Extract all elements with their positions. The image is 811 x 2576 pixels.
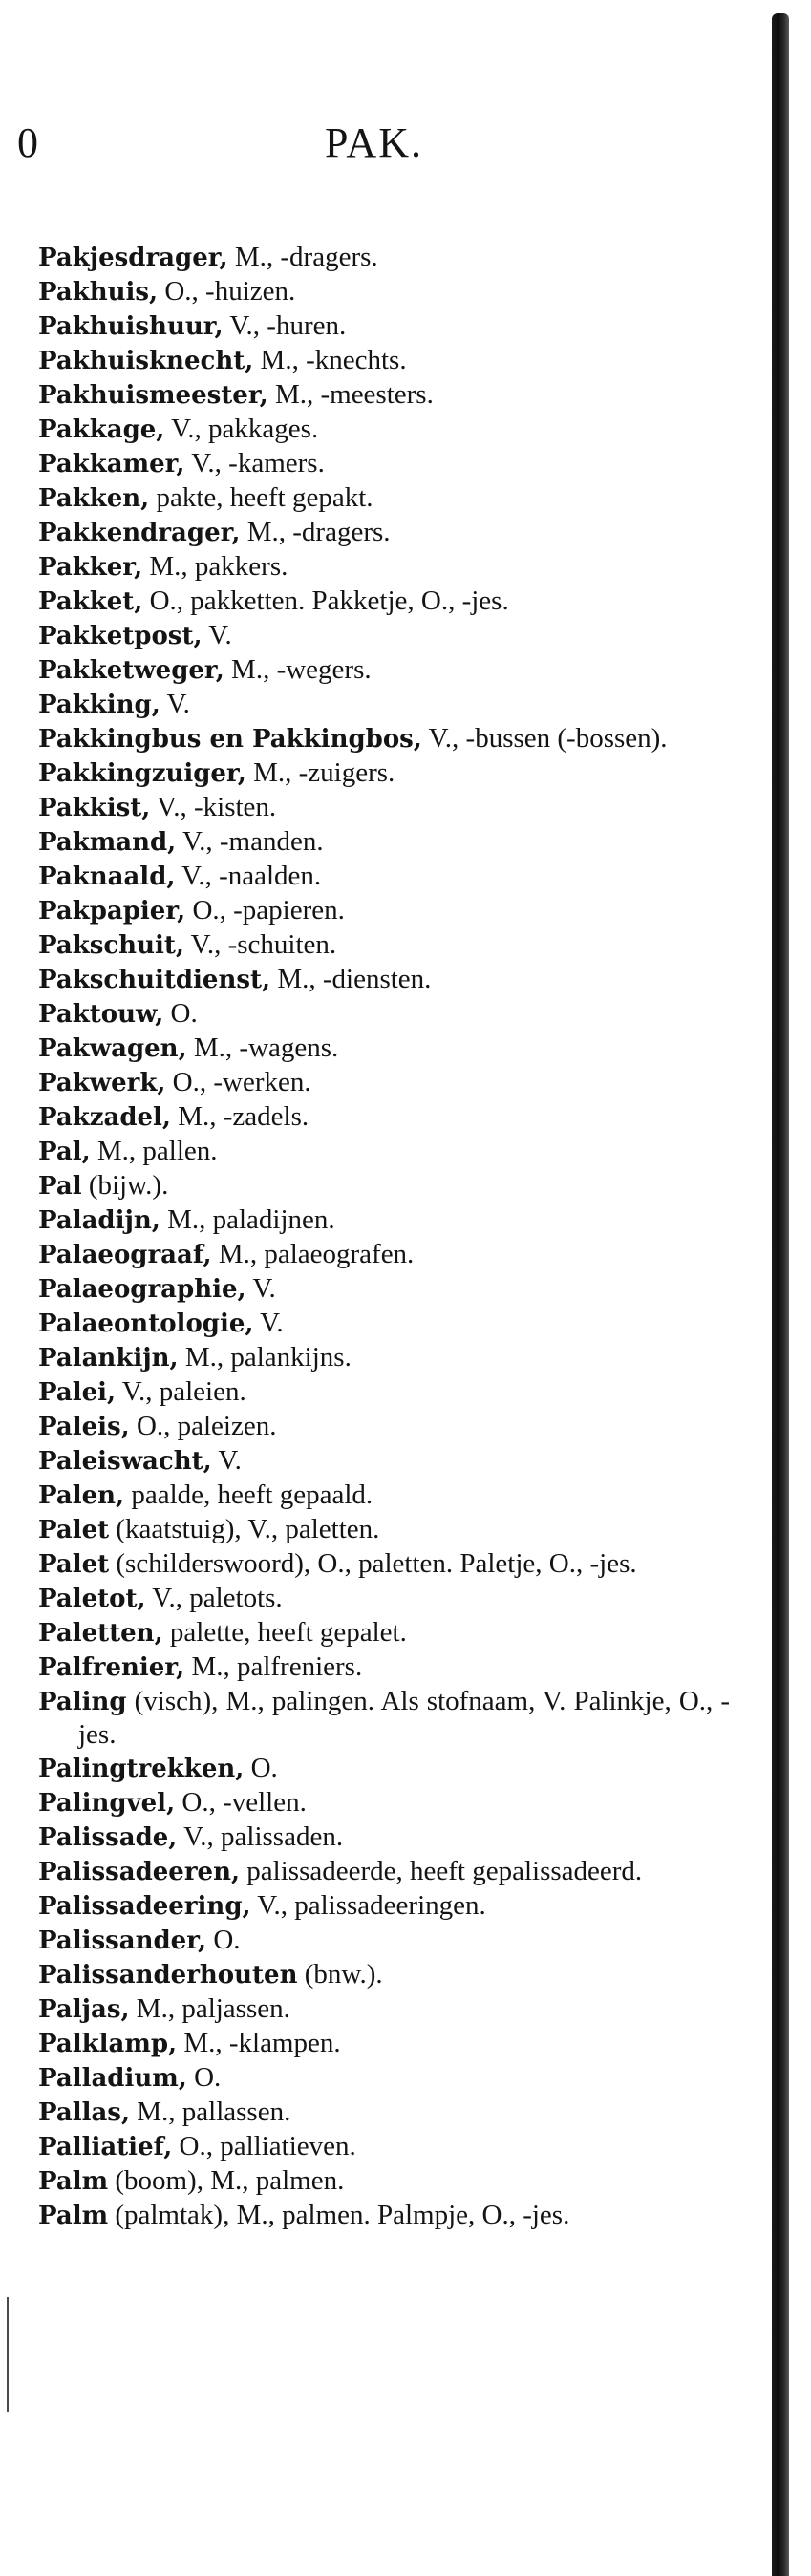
dictionary-entry <box>38 2199 730 2232</box>
entry-definition: V., paleien. <box>116 1376 246 1407</box>
dictionary-entry <box>38 309 730 343</box>
entry-definition: V., -schuiten. <box>183 929 337 960</box>
headword: Palissander, <box>38 1927 207 1955</box>
headword: Pakhuishuur, <box>38 312 224 341</box>
dictionary-entry <box>38 1992 730 2026</box>
headword: Palissadeering, <box>38 1892 251 1921</box>
entry-definition: M., -dragers. <box>227 242 378 272</box>
binding-shadow <box>772 13 789 2576</box>
entry-definition: paalde, heeft gepaald. <box>124 1480 373 1510</box>
headword: Pakkendrager, <box>38 519 241 547</box>
entry-definition: O., pakketten. Pakketje, O., -jes. <box>142 585 509 616</box>
headword: Palm <box>38 2202 109 2230</box>
headword: Pakpapier, <box>38 897 186 926</box>
entry-definition: M., pakkers. <box>142 551 288 582</box>
headword: Pakkingbus en Pakkingbos, <box>38 725 422 754</box>
dictionary-entry <box>38 2096 730 2129</box>
headword: Pal, <box>38 1138 91 1166</box>
dictionary-entry <box>38 2164 730 2198</box>
dictionary-entry <box>38 997 730 1031</box>
headword: Paljas, <box>38 1995 130 2024</box>
entry-definition: O. <box>163 998 198 1029</box>
entry-definition: palette, heeft gepalet. <box>162 1617 407 1648</box>
entry-definition: (boom), M., palmen. <box>108 2165 345 2196</box>
headword: Pakwerk, <box>38 1069 166 1097</box>
dictionary-entry <box>38 550 730 584</box>
dictionary-entry <box>38 413 730 446</box>
headword: Pakjesdrager, <box>38 244 228 272</box>
entry-definition: V., palissadeeringen. <box>250 1890 486 1921</box>
dictionary-entry <box>38 275 730 309</box>
entry-definition: O., -vellen. <box>175 1787 307 1818</box>
headword: Pal <box>38 1172 82 1201</box>
headword: Palaeograaf, <box>38 1241 212 1269</box>
headword: Pakschuit, <box>38 931 184 960</box>
entry-definition: (palmtak), M., palmen. Palmpje, O., -jes. <box>108 2200 570 2230</box>
dictionary-entry <box>38 860 730 893</box>
dictionary-entry <box>38 481 730 515</box>
margin-rule <box>7 2297 9 2412</box>
dictionary-entry <box>38 1066 730 1099</box>
entry-definition: M., -dragers. <box>240 517 391 547</box>
dictionary-entry <box>38 1169 730 1203</box>
headword: Palissade, <box>38 1823 178 1852</box>
headword: Palfrenier, <box>38 1653 185 1682</box>
headword: Pakket, <box>38 587 143 616</box>
headword: Paladijn, <box>38 1206 160 1235</box>
headword: Palingtrekken, <box>38 1755 245 1783</box>
entry-definition: M., -wegers. <box>224 654 372 685</box>
headword: Pakhuis, <box>38 278 159 307</box>
entry-definition: O., -huizen. <box>158 276 296 307</box>
headword: Paleis, <box>38 1413 130 1441</box>
headword: Pakking, <box>38 691 160 719</box>
dictionary-entry <box>38 2027 730 2060</box>
entry-definition: V., -manden. <box>176 826 324 857</box>
entry-definition: M., pallen. <box>90 1136 218 1166</box>
dictionary-entry <box>38 1924 730 1957</box>
dictionary-entry <box>38 1272 730 1306</box>
dictionary-entry <box>38 963 730 996</box>
dictionary-entry <box>38 1479 730 1512</box>
headword: Palklamp, <box>38 2030 178 2058</box>
entry-definition: M., palaeografen. <box>211 1239 415 1269</box>
entry-definition: M., -knechts. <box>253 345 407 375</box>
dictionary-entry <box>38 1958 730 1991</box>
headword: Paletten, <box>38 1619 163 1648</box>
headword: Pallas, <box>38 2098 130 2127</box>
dictionary-entry <box>38 1855 730 1888</box>
headword: Pakketweger, <box>38 656 224 685</box>
entry-definition: O. <box>244 1753 278 1783</box>
dictionary-entry <box>38 1032 730 1065</box>
dictionary-entry <box>38 756 730 790</box>
entry-definition: V., -kamers. <box>184 448 325 479</box>
dictionary-entry <box>38 378 730 412</box>
dictionary-entry <box>38 1889 730 1923</box>
running-head: PAK. <box>325 119 423 166</box>
headword: Pakketpost, <box>38 622 203 650</box>
dictionary-entry <box>38 1582 730 1615</box>
headword: Paktouw, <box>38 1000 164 1029</box>
dictionary-entry <box>38 1307 730 1340</box>
entry-definition: V., pakkages. <box>164 414 319 444</box>
headword: Paling <box>38 1688 127 1716</box>
dictionary-entry <box>38 1616 730 1650</box>
headword: Paletot, <box>38 1585 146 1613</box>
headword: Palingvel, <box>38 1789 176 1818</box>
headword: Palissadeeren, <box>38 1858 241 1886</box>
dictionary-entry <box>38 1820 730 1854</box>
dictionary-entry <box>38 619 730 652</box>
headword: Paleiswacht, <box>38 1447 212 1476</box>
entry-definition: M., -klampen. <box>177 2028 341 2058</box>
entry-definition: V., -kisten. <box>150 792 277 822</box>
entry-definition: M., -zadels. <box>170 1101 309 1132</box>
headword: Palaeontologie, <box>38 1309 254 1338</box>
dictionary-entry <box>38 653 730 687</box>
entry-definition: (schilderswoord), O., paletten. Paletje, O., -jes. <box>109 1548 637 1579</box>
headword: Palladium, <box>38 2064 187 2093</box>
headword: Pakmand, <box>38 828 177 857</box>
dictionary-entry <box>38 1444 730 1478</box>
entry-definition: V. <box>202 620 232 650</box>
entry-definition: M., paladijnen. <box>160 1204 335 1235</box>
headword: Pakker, <box>38 553 143 582</box>
headword: Palen, <box>38 1481 125 1510</box>
headword: Palei, <box>38 1378 117 1407</box>
headword: Pakkage, <box>38 415 165 444</box>
entry-definition: M., paljassen. <box>129 1993 290 2024</box>
dictionary-entry <box>38 585 730 618</box>
entry-definition: pakte, heeft gepakt. <box>149 482 373 513</box>
entry-definition: O. <box>206 1925 241 1955</box>
dictionary-entry <box>38 516 730 549</box>
entry-definition: V., -bussen (-bossen). <box>421 723 668 754</box>
entry-definition: O., -werken. <box>165 1067 311 1097</box>
entry-definition: V., -huren. <box>223 310 347 341</box>
headword: Palankijn, <box>38 1344 179 1373</box>
page-number: 0 <box>17 119 38 166</box>
dictionary-entry <box>38 2061 730 2095</box>
entry-definition: (kaatstuig), V., paletten. <box>109 1514 380 1544</box>
headword: Palet <box>38 1550 110 1579</box>
entry-definition: M., pallassen. <box>130 2097 291 2127</box>
entry-definition: palissadeerde, heeft gepalissadeerd. <box>240 1856 643 1886</box>
entry-definition: (bijw.). <box>81 1170 169 1201</box>
dictionary-entry <box>38 241 730 274</box>
entry-definition: V., paletots. <box>145 1583 283 1613</box>
dictionary-entry <box>38 1685 730 1751</box>
dictionary-entry <box>38 722 730 756</box>
headword: Palissanderhouten <box>38 1961 298 1990</box>
entry-definition: V. <box>253 1308 284 1338</box>
entry-definition: (bnw.). <box>297 1959 383 1990</box>
dictionary-entry <box>38 1513 730 1546</box>
dictionary-entry <box>38 1375 730 1409</box>
dictionary-entry <box>38 791 730 824</box>
dictionary-entry <box>38 1135 730 1168</box>
headword: Pakhuisknecht, <box>38 347 254 375</box>
dictionary-entry <box>38 1650 730 1684</box>
headword: Pakkist, <box>38 794 151 822</box>
entry-definition: M., -meesters. <box>267 379 434 410</box>
entry-definition: M., palfreniers. <box>184 1651 363 1682</box>
entry-definition: O., palliatieven. <box>172 2131 356 2161</box>
entry-definition: V., palissaden. <box>177 1821 344 1852</box>
entry-definition: (visch), M., palingen. Als stofnaam, V. Palinkje, O., -jes. <box>78 1686 730 1750</box>
headword: Palm <box>38 2167 109 2196</box>
entry-definition: V., -naalden. <box>175 861 322 891</box>
headword: Pakkingzuiger, <box>38 759 246 788</box>
headword: Pakschuitdienst, <box>38 966 271 994</box>
dictionary-entry <box>38 894 730 927</box>
dictionary-entry <box>38 1238 730 1271</box>
headword: Pakken, <box>38 484 150 513</box>
headword: Pakkamer, <box>38 450 185 479</box>
dictionary-entry <box>38 1203 730 1237</box>
entry-definition: V. <box>245 1273 276 1304</box>
headword: Pakwagen, <box>38 1034 187 1063</box>
dictionary-entry <box>38 1786 730 1820</box>
dictionary-entry <box>38 1100 730 1134</box>
dictionary-entry <box>38 2130 730 2163</box>
dictionary-entry <box>38 928 730 962</box>
entry-definition: M., -wagens. <box>186 1033 339 1063</box>
dictionary-entry <box>38 1410 730 1443</box>
headword: Palliatief, <box>38 2133 173 2161</box>
dictionary-entry <box>38 1752 730 1785</box>
headword: Palet <box>38 1516 110 1544</box>
dictionary-entry <box>38 344 730 377</box>
dictionary-entry <box>38 688 730 721</box>
dictionary-entry <box>38 447 730 480</box>
entry-definition: V. <box>160 689 190 719</box>
headword: Pakhuismeester, <box>38 381 268 410</box>
entry-definition: M., -diensten. <box>270 964 432 994</box>
entry-list <box>38 241 730 2233</box>
dictionary-entry <box>38 825 730 859</box>
entry-definition: M., palankijns. <box>178 1342 352 1373</box>
entry-definition: O., -papieren. <box>185 895 345 926</box>
dictionary-entry <box>38 1341 730 1374</box>
entry-definition: M., -zuigers. <box>245 757 395 788</box>
headword: Pakzadel, <box>38 1103 171 1132</box>
entry-definition: O. <box>186 2062 222 2093</box>
dictionary-entry <box>38 1547 730 1581</box>
entry-definition: V. <box>211 1445 242 1476</box>
headword: Paknaald, <box>38 862 176 891</box>
entry-definition: O., paleizen. <box>129 1411 277 1441</box>
headword: Palaeographie, <box>38 1275 246 1304</box>
